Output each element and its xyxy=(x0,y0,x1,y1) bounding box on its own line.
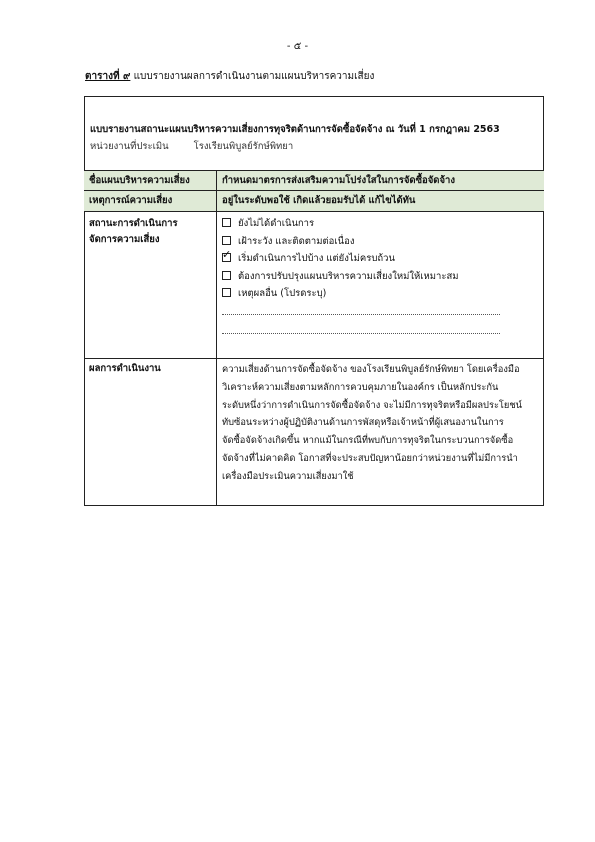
option-label: เฝ้าระวัง และติดตามต่อเนื่อง xyxy=(238,235,355,247)
checkbox[interactable] xyxy=(222,271,231,280)
table-heading-text: แบบรายงานผลการดำเนินงานตามแผนบริหารความเสี่ยง xyxy=(133,71,375,82)
table-number: ตารางที่ ๙ xyxy=(85,71,131,82)
result-line: จัดจ้างที่ไม่คาดคิด โอกาสที่จะประสบปัญหาน้อยกว่าหน่วยงานที่ไม่มีการนำ xyxy=(222,452,518,464)
status-label-line2: จัดการความเสี่ยง xyxy=(89,234,160,245)
assessed-unit xyxy=(90,139,293,154)
table-row-event xyxy=(84,190,544,211)
status-option-not-started[interactable] xyxy=(222,216,539,234)
plan-value: กำหนดมาตรการส่งเสริมความโปร่งใสในการจัดซื้อจัดจ้าง xyxy=(222,175,456,186)
status-option-revise-plan[interactable] xyxy=(222,269,539,287)
status-options xyxy=(217,212,544,358)
report-title-text: แบบรายงานสถานะแผนบริหารความเสี่ยงการทุจริตด้านการจัดซื้อจัดจ้าง ณ วันที่ 1 กรกฎาคม 2563 xyxy=(90,124,500,135)
event-value: อยู่ในระดับพอใช้ เกิดแล้วยอมรับได้ แก้ไขได้ทัน xyxy=(222,195,416,206)
plan-label: ชื่อแผนบริหารความเสี่ยง xyxy=(84,171,217,190)
result-line: ทับซ้อนระหว่างผู้ปฏิบัติงานด้านการพัสดุหรือเจ้าหน้าที่ผู้เสนองานในการ xyxy=(222,417,504,429)
checkbox[interactable] xyxy=(222,236,231,245)
table-row-plan xyxy=(84,170,544,190)
option-label: ยังไม่ได้ดำเนินการ xyxy=(238,218,315,229)
checkbox[interactable] xyxy=(222,218,231,227)
result-label: ผลการดำเนินงาน xyxy=(84,359,217,506)
result-line: เครื่องมือประเมินความเสี่ยงมาใช้ xyxy=(222,470,354,482)
report-table xyxy=(84,170,544,506)
other-reason-line-1[interactable] xyxy=(222,314,500,315)
status-label-line1: สถานะการดำเนินการ xyxy=(89,218,178,229)
result-text xyxy=(217,359,544,506)
status-option-in-progress[interactable] xyxy=(222,248,539,269)
checkbox[interactable] xyxy=(222,288,231,297)
other-reason-line-2[interactable] xyxy=(222,333,500,334)
status-checklist xyxy=(222,216,539,304)
page-number: - ๕ - xyxy=(286,41,309,52)
table-row-status xyxy=(84,211,544,358)
check-mark-icon: ✓ xyxy=(222,248,232,261)
option-label: เริ่มดำเนินการไปบ้าง แต่ยังไม่ครบถ้วน xyxy=(238,253,395,264)
table-row-result xyxy=(84,358,544,506)
assessed-unit-label: หน่วยงานที่ประเมิน xyxy=(90,141,169,152)
result-line: ระดับหนึ่งว่าการดำเนินการจัดซื้อจัดจ้าง จะไม่มีการทุจริตหรือมีผลประโยชน์ xyxy=(222,399,523,411)
result-line: จัดซื้อจัดจ้างเกิดขึ้น หากแม้ในกรณีที่พบกับการทุจริตในกระบวนการจัดซื้อ xyxy=(222,435,514,447)
result-line: วิเคราะห์ความเสี่ยงตามหลักการควบคุมภายในองค์กร เป็นหลักประกัน xyxy=(222,381,499,393)
report-title xyxy=(90,122,500,137)
status-option-other[interactable] xyxy=(222,286,539,304)
result-line: ความเสี่ยงด้านการจัดซื้อจัดจ้าง ของโรงเรียนพิบูลย์รักษ์พิทยา โดยเครื่องมือ xyxy=(222,364,520,375)
status-label xyxy=(84,212,217,358)
option-label: เหตุผลอื่น (โปรดระบุ) xyxy=(238,288,327,299)
event-label: เหตุการณ์ความเสี่ยง xyxy=(84,191,217,211)
assessed-unit-value: โรงเรียนพิบูลย์รักษ์พิทยา xyxy=(193,141,294,152)
option-label: ต้องการปรับปรุงแผนบริหารความเสี่ยงใหม่ให้เหมาะสม xyxy=(238,270,459,282)
status-option-monitoring[interactable] xyxy=(222,234,539,252)
table-heading xyxy=(85,69,374,84)
checkbox-checked[interactable] xyxy=(222,248,232,262)
